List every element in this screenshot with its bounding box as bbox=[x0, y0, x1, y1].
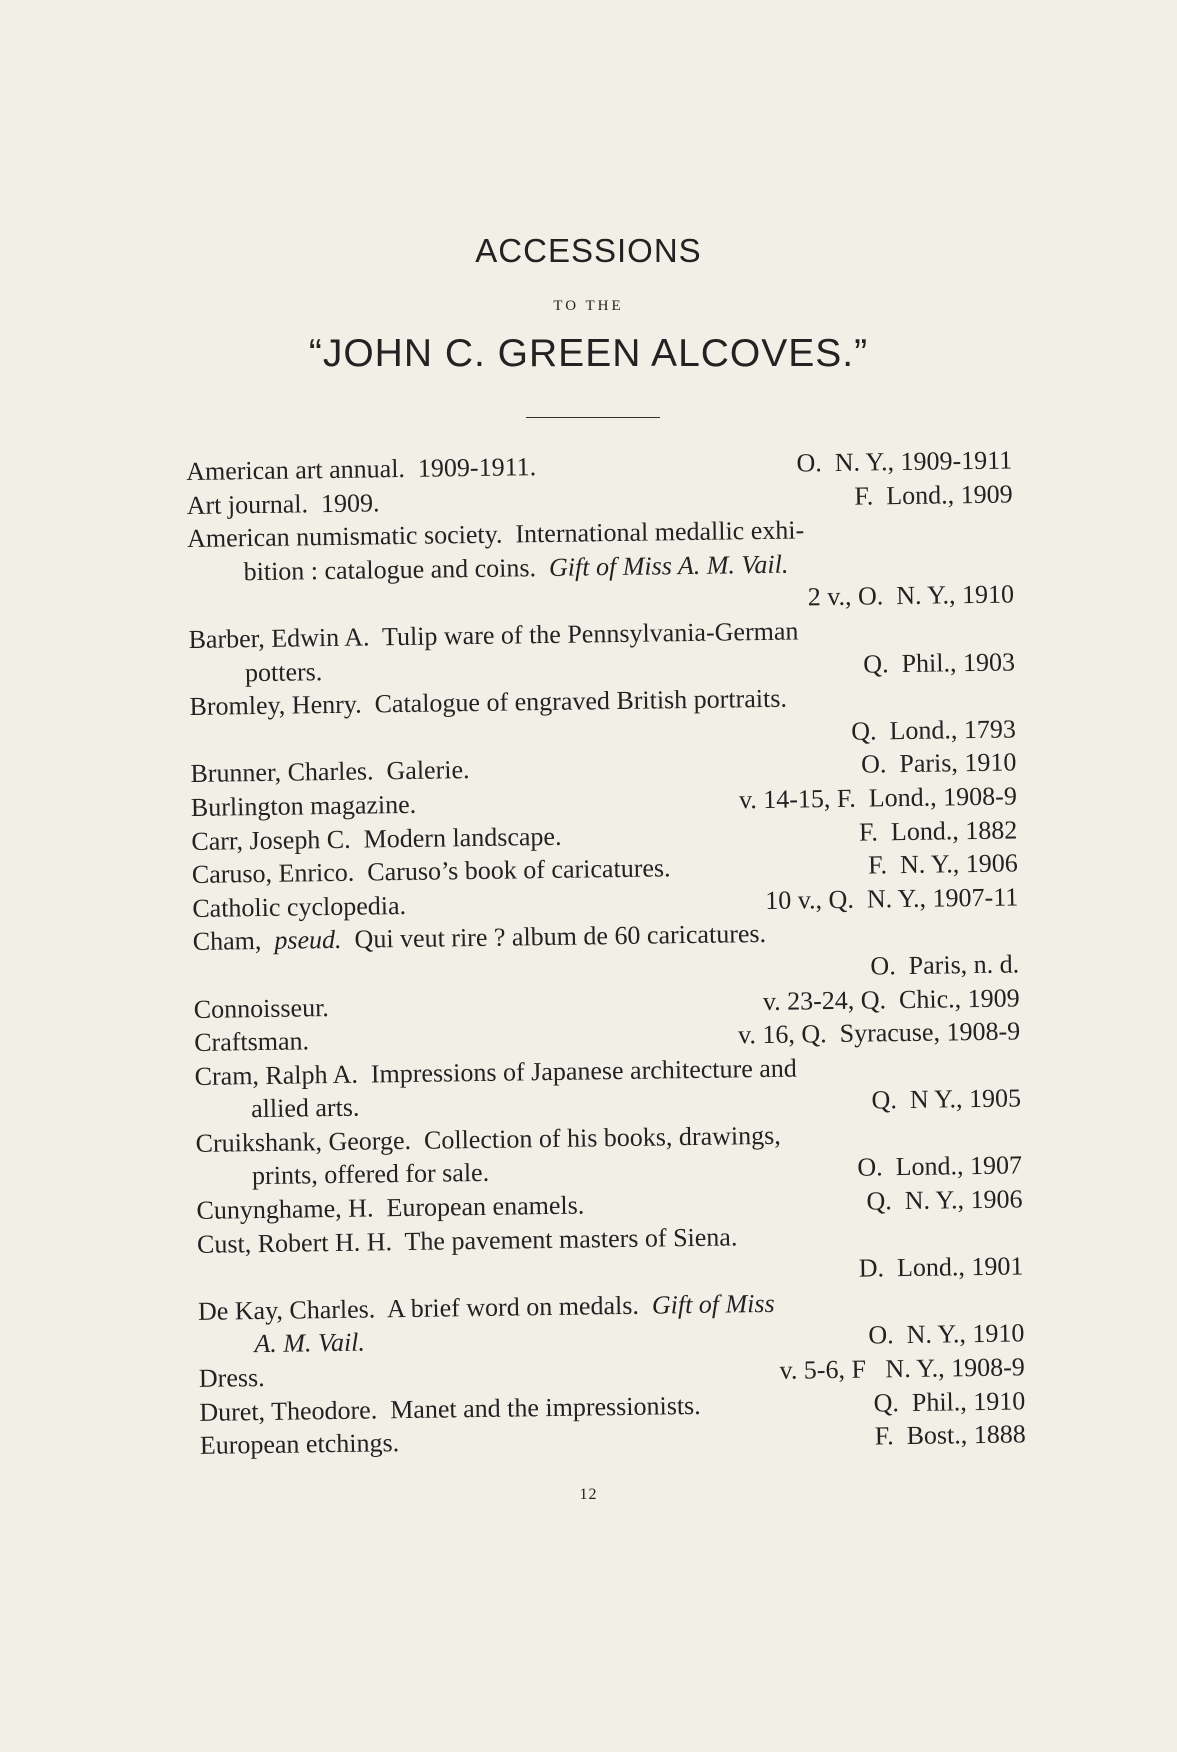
entry-text bbox=[194, 1024, 309, 1059]
entry-left: potters. bbox=[244, 656, 323, 687]
entry-left: Craftsman. bbox=[194, 1026, 310, 1058]
entry-imprint: O. Lond., 1907 bbox=[857, 1150, 1023, 1183]
entry-left: Cham, bbox=[192, 926, 262, 957]
entry-imprint: Q. N. Y., 1906 bbox=[866, 1184, 1023, 1216]
entry-imprint: Q. Phil., 1903 bbox=[863, 647, 1016, 679]
entry-left: Burlington magazine. bbox=[190, 789, 417, 822]
entry-imprint: Q. Phil., 1910 bbox=[873, 1386, 1026, 1418]
entry-left: Dress. bbox=[198, 1363, 265, 1393]
entry-left: Catholic cyclopedia. bbox=[192, 890, 407, 923]
entry-imprint: F. Bost., 1888 bbox=[874, 1419, 1026, 1451]
entry-left: prints, offered for sale. bbox=[251, 1158, 490, 1191]
entry-italic: Gift of Miss A. M. Vail. bbox=[548, 549, 789, 582]
entry-left: American numismatic society. International medallic exhi- bbox=[186, 515, 805, 554]
entry-imprint: F. Lond., 1882 bbox=[858, 814, 1018, 847]
entry-text bbox=[254, 1326, 365, 1361]
entry-imprint: v. 23-24, Q. Chic., 1909 bbox=[762, 982, 1020, 1016]
entry-left: Art journal. 1909. bbox=[186, 487, 380, 520]
entry-imprint: O. N. Y., 1909-1911 bbox=[796, 445, 1013, 478]
entry-imprint: O. Paris, n. d. bbox=[870, 949, 1020, 981]
entry-text bbox=[191, 788, 417, 825]
entry-text bbox=[186, 486, 379, 522]
collection-heading: “JOHN C. GREEN ALCOVES.” bbox=[308, 332, 869, 375]
entry-left: European etchings. bbox=[199, 1428, 400, 1461]
entry-text bbox=[200, 1426, 400, 1462]
entry-text bbox=[199, 1389, 701, 1430]
entry-text bbox=[186, 450, 536, 488]
entry-left: Cunynghame, H. European enamels. bbox=[196, 1190, 585, 1225]
page-title: ACCESSIONS bbox=[475, 232, 702, 269]
entry-left: Cruikshank, George. Collection of his books, drawings, bbox=[195, 1120, 781, 1158]
entry-imprint: Q. Lond., 1793 bbox=[851, 714, 1017, 746]
divider-rule bbox=[526, 417, 660, 418]
entry-left: Caruso, Enrico. Caruso’s book of caricatures. bbox=[191, 853, 671, 890]
entry-imprint: F. Lond., 1909 bbox=[854, 479, 1013, 511]
entry-imprint: F. N. Y., 1906 bbox=[867, 848, 1018, 880]
entry-text bbox=[251, 1091, 360, 1126]
entry-after: Qui veut rire ? album de 60 caricatures. bbox=[354, 919, 767, 955]
entry-left: allied arts. bbox=[250, 1092, 360, 1124]
entry-imprint: O. N. Y., 1910 bbox=[868, 1318, 1025, 1350]
entry-imprint: 2 v., O. N. Y., 1910 bbox=[807, 579, 1015, 612]
entry-imprint: v. 14-15, F. Lond., 1908-9 bbox=[738, 781, 1018, 815]
entry-left: De Kay, Charles. A brief word on medals. bbox=[197, 1290, 640, 1326]
entry-left: Duret, Theodore. Manet and the impressionists. bbox=[199, 1390, 701, 1427]
entry-italic: pseud. bbox=[274, 925, 342, 956]
entry-left: American art annual. 1909-1911. bbox=[186, 452, 537, 486]
entry-text bbox=[245, 655, 323, 690]
entry-left: Brunner, Charles. Galerie. bbox=[190, 755, 470, 789]
entry-left: Cram, Ralph A. Impressions of Japanese architecture and bbox=[194, 1053, 797, 1091]
accessions-list bbox=[186, 443, 1026, 1462]
page-subtitle: TO THE bbox=[553, 298, 624, 314]
entry-left: bition : catalogue and coins. bbox=[243, 552, 537, 586]
entry-imprint: O. Paris, 1910 bbox=[860, 747, 1017, 779]
entry-imprint: Q. N Y., 1905 bbox=[871, 1083, 1022, 1115]
entry-left: Barber, Edwin A. Tulip ware of the Pennsylvania-German bbox=[188, 616, 799, 654]
entry-imprint: v. 5-6, F N. Y., 1908-9 bbox=[779, 1352, 1026, 1385]
entry-imprint: v. 16, Q. Syracuse, 1908-9 bbox=[737, 1016, 1021, 1050]
entry-left: Bromley, Henry. Catalogue of engraved British portraits. bbox=[189, 683, 788, 722]
entry-italic: A. M. Vail. bbox=[254, 1328, 366, 1359]
entry-text bbox=[194, 991, 330, 1026]
entry-text bbox=[191, 819, 562, 858]
page-number: 12 bbox=[579, 1486, 598, 1503]
entry-imprint: 10 v., Q. N. Y., 1907-11 bbox=[765, 882, 1019, 915]
entry-text bbox=[192, 889, 406, 926]
entry-text bbox=[199, 1361, 265, 1396]
entry-imprint: D. Lond., 1901 bbox=[858, 1251, 1024, 1283]
entry-text bbox=[252, 1156, 489, 1193]
entry-text bbox=[196, 1189, 584, 1228]
entry-text bbox=[192, 851, 671, 891]
entry-left: Cust, Robert H. H. The pavement masters of Siena. bbox=[196, 1222, 738, 1259]
entry-left: Connoisseur. bbox=[193, 992, 330, 1024]
entry-italic: Gift of Miss bbox=[651, 1288, 775, 1320]
entry-text bbox=[190, 753, 470, 790]
entry-left: Carr, Joseph C. Modern landscape. bbox=[191, 821, 562, 856]
